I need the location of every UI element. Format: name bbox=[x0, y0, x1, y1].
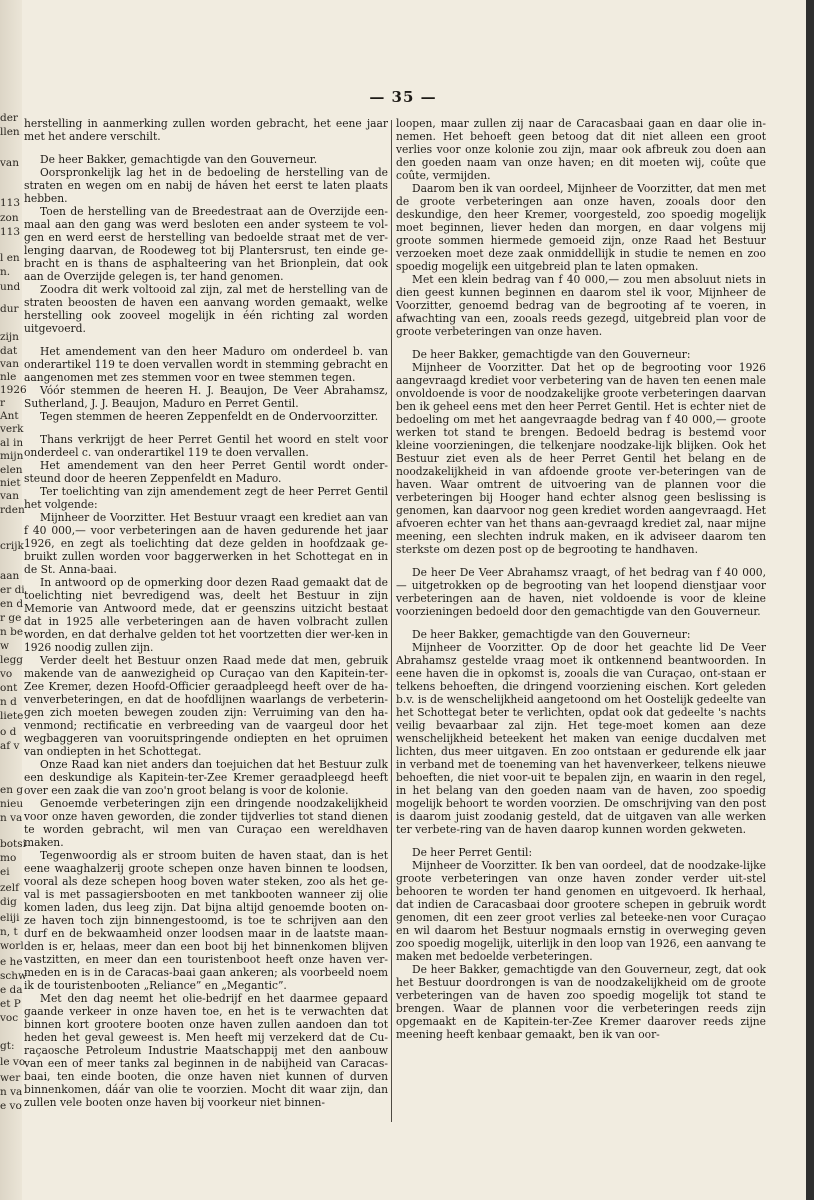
gutter-fragment: Ant bbox=[0, 410, 19, 422]
page-number: — 35 — bbox=[369, 88, 437, 106]
gutter-fragment: crijk bbox=[0, 540, 24, 552]
paragraph: Toen de herstelling van de Breedestraat aan de Overzijde een-maal aan den gang was werd besloten een ander systeem te vol-gen en werd eerst de herstelling van bedoelde straat met de ver-lenging daarvan, de Roodeweg tot bij Plantersrust, ten einde ge-bracht en is thans de asphalteering van het Brionplein, dat ook aan de Overzijde gelegen is, ter hand genomen. bbox=[24, 205, 388, 283]
gutter-fragment: al in bbox=[0, 437, 24, 449]
gutter-fragment: voc bbox=[0, 1012, 19, 1024]
gutter-fragment: niet bbox=[0, 477, 21, 489]
gutter-fragment: e he bbox=[0, 956, 23, 968]
gutter-fragment: rden bbox=[0, 504, 25, 516]
gutter-fragment: worl bbox=[0, 940, 24, 952]
gutter-fragment: 113 bbox=[0, 197, 21, 209]
paragraph: Thans verkrijgt de heer Perret Gentil het woord en stelt voor onderdeel c. van onderartikel 119 te doen vervallen. bbox=[24, 433, 388, 459]
gutter-fragment: dig bbox=[0, 896, 17, 908]
paragraph: De heer De Veer Abrahamsz vraagt, of het bedrag van f 40 000,— uitgetrokken op de begrooting van het loopend dienstjaar voor verbeteringen aan de haven, niet voldoende is voor de kleine voorzieningen bedoeld door den gemachtigde van den Gouverneur. bbox=[396, 566, 766, 618]
gutter-fragment: wer bbox=[0, 1072, 21, 1084]
gutter-fragment: n va bbox=[0, 1086, 23, 1098]
gutter-fragment: zon bbox=[0, 212, 19, 224]
gutter-fragment: van bbox=[0, 490, 19, 502]
gutter-fragment: elen bbox=[0, 464, 23, 476]
gutter-fragment: van bbox=[0, 157, 19, 169]
gutter-fragment: zijn bbox=[0, 331, 19, 343]
gutter-fragment: nieu bbox=[0, 798, 24, 810]
gutter-fragment: zelf bbox=[0, 882, 19, 894]
gutter-fragment: vo bbox=[0, 668, 13, 680]
gutter-fragment: legg bbox=[0, 654, 24, 666]
speaker-line: De heer Bakker, gemachtigde van den Gouverneur. bbox=[40, 153, 318, 166]
paragraph: Oorspronkelijk lag het in de bedoeling de herstelling van de straten en wegen om en nabij de háven het eerst te laten plaats hebben. bbox=[24, 166, 388, 205]
gutter-fragment: r ge bbox=[0, 612, 22, 624]
gutter-fragment: mijn bbox=[0, 450, 24, 462]
paragraph: Verder deelt het Bestuur onzen Raad mede dat men, gebruik makende van de aanwezigheid op Curaçao van den Kapitein-ter-Zee Kremer, dezen Hoofd-Officier geraadpleegd heeft over de ha-venverbeteringen, en dat de hoofdlijnen waarlangs de verbeterin-gen zich moeten bewegen zouden zijn: Verruiming van den ha-venmond; rectificatie en verbreeding van de vaargeul door het wegbaggeren van vooruitspringende ondiepten en het opruimen van ondiepten in het Schottegat. bbox=[24, 654, 388, 758]
gutter-fragment: 1926 bbox=[0, 384, 27, 396]
paragraph: Met een klein bedrag van f 40 000,— zou men absoluut niets in dien geest kunnen beginnen en daarom stel ik voor, Mijnheer de Voorzitter, genoemd bedrag van de begrooting af te voeren, in afwachting van een, zooals reeds gezegd, uitgebreid plan voor de groote verbeteringen van onze haven. bbox=[396, 273, 766, 338]
paragraph: Ter toelichting van zijn amendement zegt de heer Perret Gentil het volgende: bbox=[24, 485, 388, 511]
gutter-fragment: r bbox=[0, 397, 6, 409]
gutter-fragment: aan bbox=[0, 570, 20, 582]
paragraph: De heer Bakker, gemachtigde van den Gouverneur, zegt, dat ook het Bestuur doordrongen is van de noodzakelijkheid om de groote verbeteringen van de haven zoo spoedig mogelijk tot stand te brengen. Waar de plannen voor die verbeteringen reeds zijn opgemaakt en de Kapitein-ter-Zee Kremer daarover reeds zijne meening heeft kenbaar gemaakt, ben ik van oor- bbox=[396, 963, 766, 1041]
gutter-fragment: et P bbox=[0, 998, 21, 1010]
gutter-fragment: n. bbox=[0, 266, 11, 278]
column-divider bbox=[391, 120, 392, 1122]
gutter-fragment: n d bbox=[0, 696, 17, 708]
gutter-fragment: 113 bbox=[0, 226, 21, 238]
gutter-fragment: schw bbox=[0, 970, 28, 982]
paragraph: In antwoord op de opmerking door dezen Raad gemaakt dat de toelichting niet bevredigend was, deelt het Bestuur in zijn Memorie van Antwoord mede, dat er geenszins uitzicht bestaat dat in 1925 alle verbeteringen aan de haven volbracht zullen worden, en dat derhalve gelden tot het voortzetten dier wer-ken in 1926 noodig zullen zijn. bbox=[24, 576, 388, 654]
paragraph: Mijnheer de Voorzitter. Dat het op de begrooting voor 1926 aangevraagd krediet voor verbetering van de haven ten eenen male onvoldoende is voor de noodzakelijke groote verbeteringen daarvan ben ik geheel eens met den heer Perret Gentil. Het is echter niet de bedoeling om met het aangevraagde bedrag van f 40 000,— groote werken tot stand te brengen. Bedoeld bedrag is bestemd voor kleine voorzieningen, die telkenjare noodzake-lijk blijken. Ook het Bestuur ziet even als de heer Perret Gentil het belang en de noodzakelijkheid in van afdoende groote ver-beteringen van de haven. Waar omtrent de uitvoering van de plannen voor die verbeteringen bij Hooger hand echter alsnog geen beslissing is genomen, kan daarvoor nog geen krediet worden aangevraagd. Het afvoeren echter van het thans aan-gevraagd krediet zal, naar mijne meening, een slechten indruk maken, en ik adviseer daarom ten sterkste om dezen post op de begrooting te handhaven. bbox=[396, 361, 766, 556]
paragraph: herstelling in aanmerking zullen worden gebracht, het eene jaar met het andere verschilt. bbox=[24, 117, 388, 143]
paragraph: Tegenwoordig als er stroom buiten de haven staat, dan is het eene waaghalzerij groote schepen onze haven binnen te loodsen, vooral als deze schepen hoog boven water steken, zoo als het ge-val is met passagiersbooten en met tankbooten wanneer zij olie komen laden, dus leeg zijn. Dat bijna altijd genoemde booten on-ze haven toch zijn binnengestoomd, is toe te schrijven aan den durf en de bekwaamheid onzer loodsen maar in de laatste maan-den is er, helaas, meer dan een boot bij het binnenkomen blijven vastzitten, en meer dan een touristenboot heeft onze haven ver-meden en is in de Caracas-baai gaan ankeren; als voorbeeld noem ik de touristenbooten „Reliance” en „Megantic”. bbox=[24, 849, 388, 992]
paragraph: Onze Raad kan niet anders dan toejuichen dat het Bestuur zulk een deskundige als Kapitein-ter-Zee Kremer geraadpleegd heeft over een zaak die van zoo'n groot belang is voor de kolonie. bbox=[24, 758, 388, 797]
gutter-fragment: dat bbox=[0, 345, 18, 357]
paragraph: Mijnheer de Voorzitter. Op de door het geachte lid De Veer Abrahamsz gestelde vraag moet ik ontkennend beantwoorden. In eene haven die in opkomst is, zooals die van Curaçao, ont-staan er telkens behoeften, die dringend voorziening eischen. Kort geleden b.v. is de wenschelijkheid aangetoond om het Oostelijk gedeelte van het Schottegat beter te verlichten, opdat ook dat gedeelte 's nachts veilig bevaarbaar zal zijn. Het tege-moet komen aan deze wenschelijkheid beteekent het maken van eenige ducdalven met lichten, dus meer uitgaven. En zoo ontstaan er gedurende elk jaar in verband met de toeneming van het havenverkeer, telkens nieuwe behoeften, die niet voor-uit te bepalen zijn, en waarin in den regel, in het belang van den goeden naam van de haven, zoo spoedig mogelijk behoort te worden voorzien. De omschrijving van den post is daarom juist zoodanig gesteld, dat de uitgaven van alle werken ter verbete-ring van de haven daarop kunnen worden gekweten. bbox=[396, 641, 766, 836]
gutter-fragment: l en bbox=[0, 252, 20, 264]
gutter-fragment: er di bbox=[0, 584, 25, 596]
paragraph: Daarom ben ik van oordeel, Mijnheer de Voorzitter, dat men met de groote verbeteringen aan onze haven, zooals door den deskundige, den heer Kremer, voorgesteld, zoo spoedig mogelijk moet beginnen, liever heden dan morgen, en daar volgens mij groote sommen hiermede gemoeid zijn, onze Raad het Bestuur verzoeken moet deze zaak onmiddellijk in studie te nemen en zoo spoedig mogelijk een uitgebreid plan te laten opmaken. bbox=[396, 182, 766, 273]
right-column bbox=[396, 117, 766, 1041]
gutter-fragment: der bbox=[0, 112, 18, 124]
speaker-line: De heer Bakker, gemachtigde van den Gouverneur: bbox=[412, 348, 691, 361]
paragraph: Mijnheer de Voorzitter. Ik ben van oordeel, dat de noodzake-lijke groote verbeteringen van onze haven zonder verder uit-stel behooren te worden ter hand genomen en uitgevoerd. Ik herhaal, dat indien de Caracasbaai door grootere schepen in gebruik wordt genomen, dit een zeer groot verlies zal beteeke-nen voor Curaçao en wil daarom het Bestuur nogmaals ernstig in overweging geven zoo spoedig mogelijk, uiterlijk in den loop van 1926, een aanvang te maken met bedoelde verbeteringen. bbox=[396, 859, 766, 963]
paragraph: Met den dag neemt het olie-bedrijf en het daarmee gepaard gaande verkeer in onze haven toe, en het is te verwachten dat binnen kort grootere booten onze haven zullen aandoen dan tot heden het geval geweest is. Men heeft mij verzekerd dat de Cu-raçaosche Petroleum Industrie Maatschappij met den aanbouw van een of meer tanks zal beginnen in de nabijheid van Caracas-baai, ten einde booten, die onze haven niet kunnen of durven binnenkomen, dáár van olie te voorzien. Mocht dit waar zijn, dan zullen vele booten onze haven bij voorkeur niet binnen- bbox=[24, 992, 388, 1109]
gutter-fragment: van bbox=[0, 358, 19, 370]
paragraph: Mijnheer de Voorzitter. Het Bestuur vraagt een krediet aan van f 40 000,— voor verbeteringen aan de haven gedurende het jaar 1926, en zegt als toelichting dat deze gelden in hoofdzaak ge-bruikt zullen worden voor baggerwerken in het Schottegat en in de St. Anna-baai. bbox=[24, 511, 388, 576]
gutter-fragment: nle bbox=[0, 371, 17, 383]
gutter-fragment: n, t bbox=[0, 926, 18, 938]
gutter-fragment: e vo bbox=[0, 1100, 22, 1112]
gutter-fragment: w bbox=[0, 640, 9, 652]
gutter-fragment: e da bbox=[0, 984, 23, 996]
gutter-fragment: ont bbox=[0, 682, 18, 694]
page-shadow bbox=[806, 0, 814, 1200]
gutter-fragment: n be bbox=[0, 626, 24, 638]
paragraph: Zoodra dit werk voltooid zal zijn, zal met de herstelling van de straten beoosten de haven een aanvang worden gemaakt, welke herstelling ook zooveel mogelijk in één richting zal worden uitgevoerd. bbox=[24, 283, 388, 335]
left-column bbox=[24, 117, 388, 1109]
gutter-fragment: en g bbox=[0, 784, 24, 796]
paragraph: Genoemde verbeteringen zijn een dringende noodzakelijkheid voor onze haven geworden, die zonder tijdverlies tot stand dienen te worden gebracht, wil men van Curaçao een wereldhaven maken. bbox=[24, 797, 388, 849]
speaker-line: De heer Bakker, gemachtigde van den Gouverneur: bbox=[412, 628, 691, 641]
gutter-fragment: und bbox=[0, 281, 21, 293]
speaker-line: De heer Perret Gentil: bbox=[412, 846, 533, 859]
gutter-fragment: en d bbox=[0, 598, 24, 610]
gutter-fragment: dur bbox=[0, 303, 19, 315]
gutter-fragment: verk bbox=[0, 423, 24, 435]
gutter-fragment: gt: bbox=[0, 1040, 15, 1052]
paragraph: Tegen stemmen de heeren Zeppenfeldt en de Ondervoorzitter. bbox=[40, 410, 379, 423]
gutter-fragment: n va bbox=[0, 812, 23, 824]
gutter-fragment: llen bbox=[0, 126, 20, 138]
gutter-fragment: af v bbox=[0, 740, 20, 752]
gutter-fragment: botsi bbox=[0, 838, 27, 850]
gutter-fragment: mo bbox=[0, 852, 17, 864]
paragraph: Vóór stemmen de heeren H. J. Beaujon, De Veer Abrahamsz, Sutherland, J. J. Beaujon, Maduro en Perret Gentil. bbox=[24, 384, 388, 410]
gutter-fragment: eliji bbox=[0, 912, 20, 924]
paragraph: Het amendement van den heer Perret Gentil wordt onder-steund door de heeren Zeppenfeldt en Maduro. bbox=[24, 459, 388, 485]
gutter-fragment: o d bbox=[0, 726, 17, 738]
gutter-fragment: le vo bbox=[0, 1056, 26, 1068]
gutter-fragment: liete bbox=[0, 710, 24, 722]
gutter-fragment: ei bbox=[0, 866, 10, 878]
paragraph: loopen, maar zullen zij naar de Caracasbaai gaan en daar olie in-nemen. Het behoeft geen betoog dat dit niet alleen een groot verlies voor onze kolonie zou zijn, maar ook afbreuk zou doen aan den goeden naam van onze haven; en dit moeten wij, coûte que coûte, vermijden. bbox=[396, 117, 766, 182]
paragraph: Het amendement van den heer Maduro om onderdeel b. van onderartikel 119 te doen vervallen wordt in stemming gebracht en aangenomen met zes stemmen voor en twee stemmen tegen. bbox=[24, 345, 388, 384]
